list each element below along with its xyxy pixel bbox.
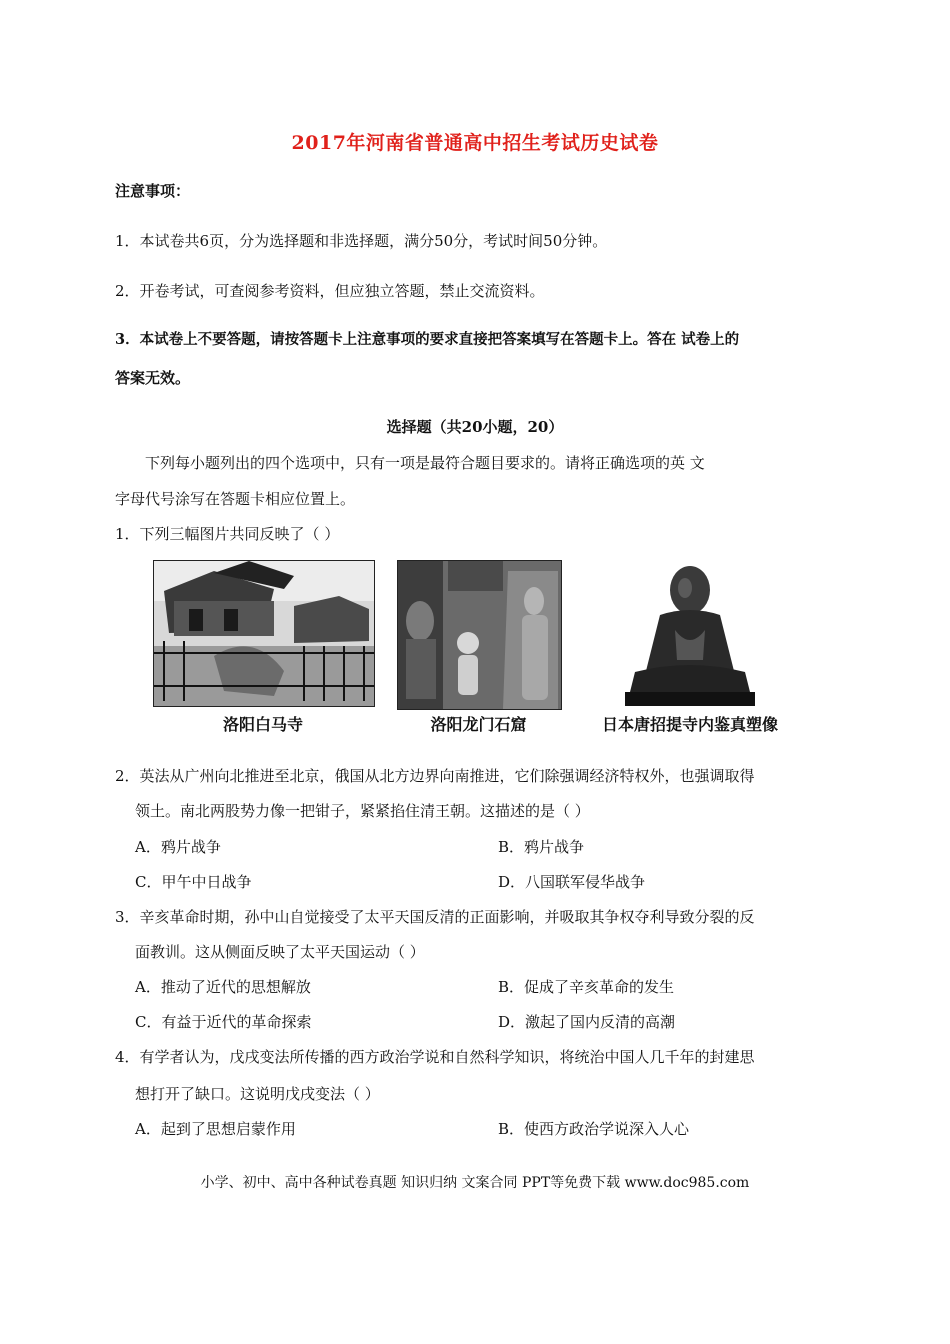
question-1-stem: 1．下列三幅图片共同反映了（ ） [115, 525, 340, 543]
notice-item-2: 2．开卷考试，可查阅参考资料，但应独立答题，禁止交流资料。 [115, 282, 545, 300]
page-title: 2017年河南省普通高中招生考试历史试卷 [291, 132, 659, 154]
question-3-option-b: B．促成了辛亥革命的发生 [498, 978, 675, 996]
notice-heading: 注意事项： [115, 182, 191, 200]
notice-item-3-line1: 3．本试卷上不要答题，请按答题卡上注意事项的要求直接把答案填写在答题卡上。答在 试卷上的 [115, 331, 740, 348]
caption-jianzhen-statue: 日本唐招提寺内鉴真塑像 [601, 715, 778, 734]
question-2-stem-line1: 2．英法从广州向北推进至北京，俄国从北方边界向南推进，它们除强调经济特权外，也强调取得 [115, 767, 755, 785]
temple-photo [153, 560, 375, 707]
question-2-stem-line2: 领土。南北两股势力像一把钳子，紧紧掐住清王朝。这描述的是（ ） [135, 802, 590, 820]
section-intro-line1: 下列每小题列出的四个选项中，只有一项是最符合题目要求的。请将正确选项的英 文 [145, 454, 705, 472]
question-4-stem-line1: 4．有学者认为，戊戌变法所传播的西方政治学说和自然科学知识，将统治中国人几千年的封建思 [115, 1048, 755, 1066]
caption-longmen-grottoes: 洛阳龙门石窟 [430, 715, 527, 734]
question-2-option-c: C．甲午中日战争 [135, 873, 252, 891]
section-heading: 选择题（共20小题，20） [386, 418, 564, 436]
question-2-option-d: D．八国联军侵华战争 [498, 873, 646, 891]
grotto-image [398, 561, 561, 709]
notice-item-1: 1．本试卷共6页，分为选择题和非选择题，满分50分，考试时间50分钟。 [115, 232, 608, 250]
question-2-option-a: A．鸦片战争 [135, 838, 221, 856]
question-2-option-b: B．鸦片战争 [498, 838, 585, 856]
jianzhen-statue-image [625, 560, 755, 708]
question-3-option-a: A．推动了近代的思想解放 [135, 978, 311, 996]
question-3-stem-line1: 3．辛亥革命时期，孙中山自觉接受了太平天国反清的正面影响，并吸取其争权夺利导致分裂的反 [115, 908, 755, 926]
page-footer: 小学、初中、高中各种试卷真题 知识归纳 文案合同 PPT等免费下载 www.doc985.com [200, 1175, 750, 1191]
statue-photo [625, 560, 755, 708]
caption-baima-temple: 洛阳白马寺 [222, 715, 303, 734]
question-4-option-b: B．使西方政治学说深入人心 [498, 1120, 690, 1138]
section-intro-line2: 字母代号涂写在答题卡相应位置上。 [115, 490, 356, 508]
question-3-option-d: D．激起了国内反清的高潮 [498, 1013, 676, 1031]
question-4-option-a: A．起到了思想启蒙作用 [135, 1120, 296, 1138]
grotto-photo [397, 560, 562, 710]
question-3-stem-line2: 面教训。这从侧面反映了太平天国运动（ ） [135, 943, 425, 961]
question-3-option-c: C．有益于近代的革命探索 [135, 1013, 312, 1031]
temple-image [154, 561, 374, 706]
notice-item-3-line2: 答案无效。 [115, 369, 191, 387]
question-4-stem-line2: 想打开了缺口。这说明戊戌变法（ ） [135, 1085, 380, 1103]
